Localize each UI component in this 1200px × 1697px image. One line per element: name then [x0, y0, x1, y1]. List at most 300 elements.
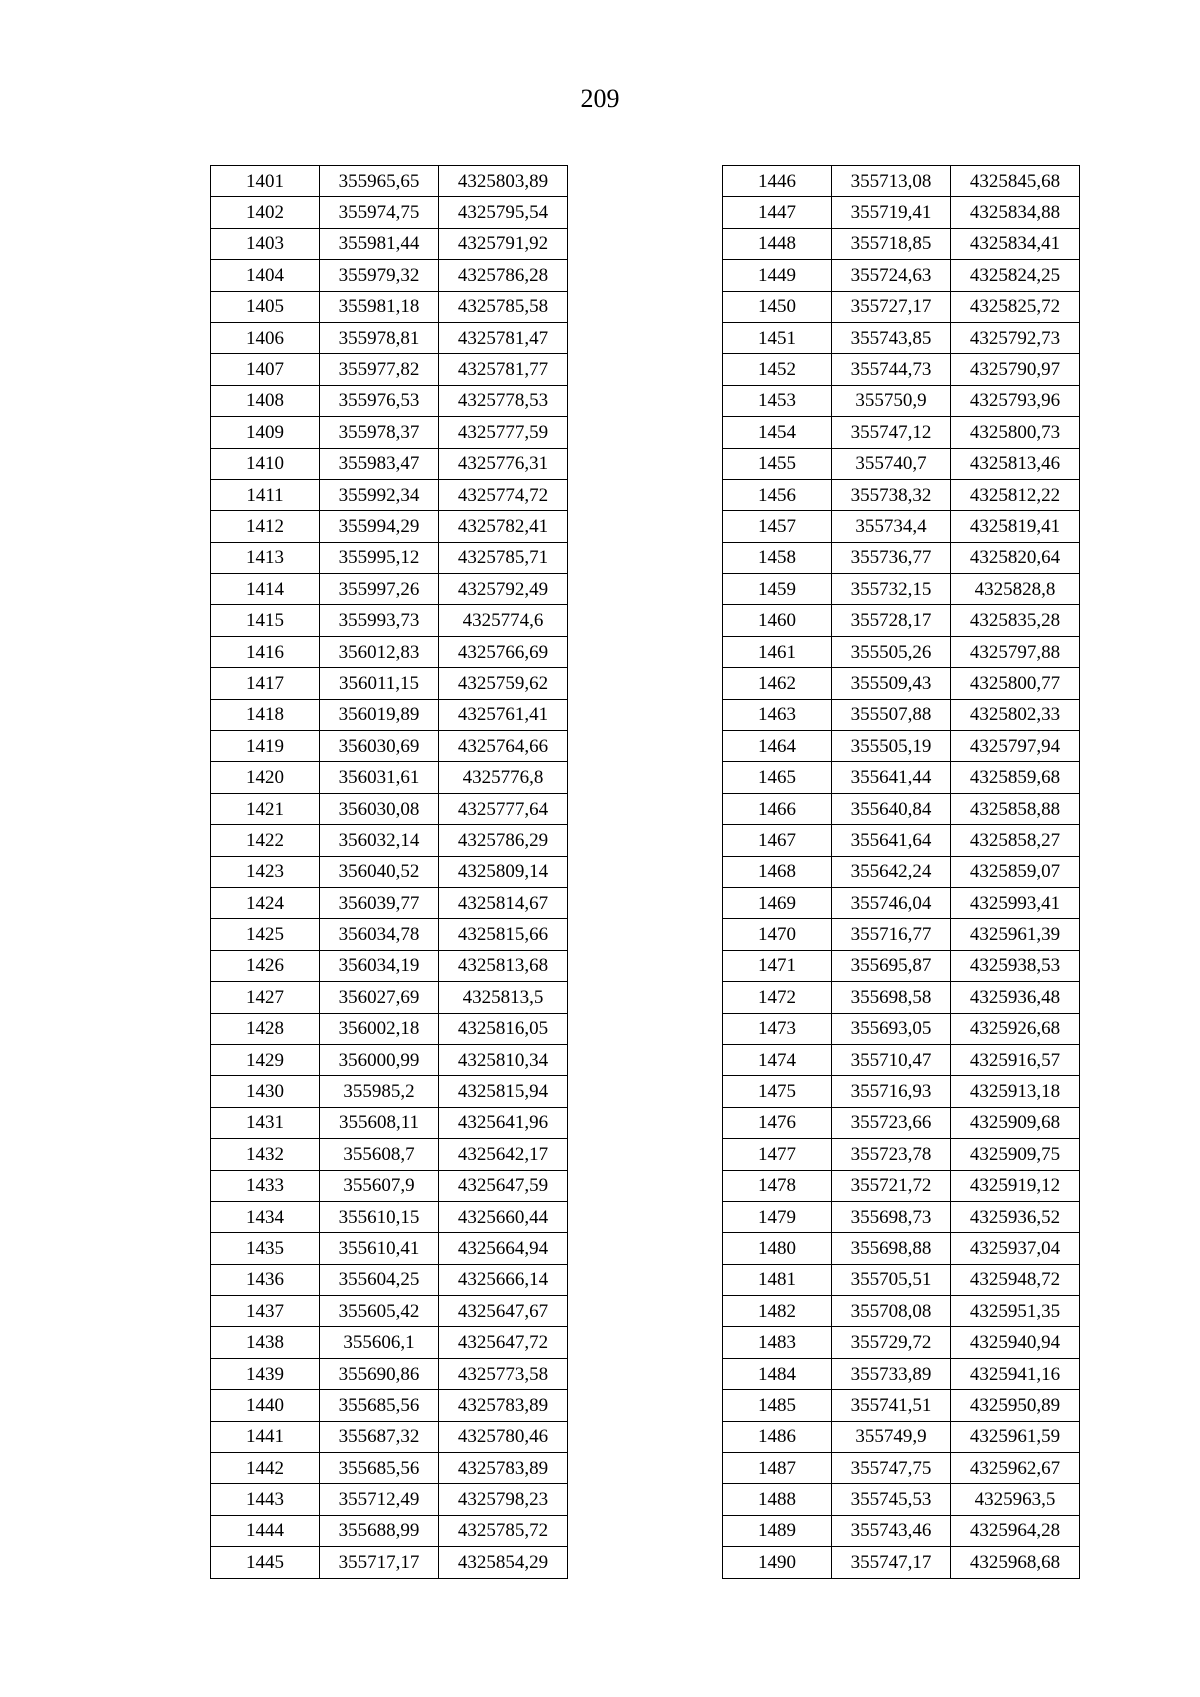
- y-coordinate-cell: 4325774,72: [439, 479, 568, 510]
- y-coordinate-cell: 4325785,71: [439, 542, 568, 573]
- y-coordinate-cell: 4325813,68: [439, 950, 568, 981]
- x-coordinate-cell: 355979,32: [320, 260, 439, 291]
- x-coordinate-cell: 355641,64: [832, 825, 951, 856]
- y-coordinate-cell: 4325666,14: [439, 1264, 568, 1295]
- table-row: [723, 322, 1080, 353]
- y-coordinate-cell: 4325936,48: [951, 982, 1080, 1013]
- table-row: [723, 1044, 1080, 1075]
- y-coordinate-cell: 4325647,67: [439, 1296, 568, 1327]
- point-number-cell: 1411: [211, 479, 320, 510]
- x-coordinate-cell: 355992,34: [320, 479, 439, 510]
- table-row: [211, 1390, 568, 1421]
- point-number-cell: 1434: [211, 1201, 320, 1232]
- x-coordinate-cell: 355608,7: [320, 1139, 439, 1170]
- table-row: [723, 919, 1080, 950]
- x-coordinate-cell: 355745,53: [832, 1484, 951, 1515]
- y-coordinate-cell: 4325919,12: [951, 1170, 1080, 1201]
- y-coordinate-cell: 4325664,94: [439, 1233, 568, 1264]
- coordinates-table-right: [722, 165, 1080, 1579]
- table-row: [723, 166, 1080, 197]
- y-coordinate-cell: 4325993,41: [951, 887, 1080, 918]
- y-coordinate-cell: 4325968,68: [951, 1547, 1080, 1578]
- x-coordinate-cell: 355743,85: [832, 322, 951, 353]
- table-row: [211, 982, 568, 1013]
- x-coordinate-cell: 355749,9: [832, 1421, 951, 1452]
- x-coordinate-cell: 355734,4: [832, 511, 951, 542]
- y-coordinate-cell: 4325777,59: [439, 417, 568, 448]
- y-coordinate-cell: 4325816,05: [439, 1013, 568, 1044]
- point-number-cell: 1463: [723, 699, 832, 730]
- table-row: [211, 1296, 568, 1327]
- y-coordinate-cell: 4325809,14: [439, 856, 568, 887]
- table-row: [211, 166, 568, 197]
- x-coordinate-cell: 355747,12: [832, 417, 951, 448]
- y-coordinate-cell: 4325797,88: [951, 636, 1080, 667]
- table-row: [723, 636, 1080, 667]
- table-row: [211, 260, 568, 291]
- x-coordinate-cell: 355605,42: [320, 1296, 439, 1327]
- table-row: [211, 511, 568, 542]
- table-row: [211, 417, 568, 448]
- point-number-cell: 1464: [723, 731, 832, 762]
- table-row: [211, 291, 568, 322]
- table-row: [211, 1421, 568, 1452]
- table-row: [723, 448, 1080, 479]
- x-coordinate-cell: 355981,44: [320, 228, 439, 259]
- table-row: [723, 1515, 1080, 1546]
- table-row: [723, 1421, 1080, 1452]
- y-coordinate-cell: 4325951,35: [951, 1296, 1080, 1327]
- x-coordinate-cell: 355729,72: [832, 1327, 951, 1358]
- point-number-cell: 1430: [211, 1076, 320, 1107]
- table-row: [723, 825, 1080, 856]
- x-coordinate-cell: 355732,15: [832, 574, 951, 605]
- y-coordinate-cell: 4325647,59: [439, 1170, 568, 1201]
- x-coordinate-cell: 355608,11: [320, 1107, 439, 1138]
- x-coordinate-cell: 355610,15: [320, 1201, 439, 1232]
- x-coordinate-cell: 356034,19: [320, 950, 439, 981]
- table-row: [211, 636, 568, 667]
- table-row: [211, 1076, 568, 1107]
- point-number-cell: 1460: [723, 605, 832, 636]
- point-number-cell: 1440: [211, 1390, 320, 1421]
- table-row: [211, 479, 568, 510]
- point-number-cell: 1421: [211, 793, 320, 824]
- table-row: [211, 1201, 568, 1232]
- y-coordinate-cell: 4325948,72: [951, 1264, 1080, 1295]
- y-coordinate-cell: 4325791,92: [439, 228, 568, 259]
- x-coordinate-cell: 356012,83: [320, 636, 439, 667]
- y-coordinate-cell: 4325909,75: [951, 1139, 1080, 1170]
- point-number-cell: 1436: [211, 1264, 320, 1295]
- point-number-cell: 1489: [723, 1515, 832, 1546]
- point-number-cell: 1484: [723, 1358, 832, 1389]
- point-number-cell: 1413: [211, 542, 320, 573]
- y-coordinate-cell: 4325810,34: [439, 1044, 568, 1075]
- x-coordinate-cell: 356011,15: [320, 668, 439, 699]
- x-coordinate-cell: 355993,73: [320, 605, 439, 636]
- x-coordinate-cell: 355607,9: [320, 1170, 439, 1201]
- point-number-cell: 1446: [723, 166, 832, 197]
- x-coordinate-cell: 356002,18: [320, 1013, 439, 1044]
- y-coordinate-cell: 4325824,25: [951, 260, 1080, 291]
- x-coordinate-cell: 356032,14: [320, 825, 439, 856]
- y-coordinate-cell: 4325813,46: [951, 448, 1080, 479]
- point-number-cell: 1418: [211, 699, 320, 730]
- table-row: [211, 542, 568, 573]
- y-coordinate-cell: 4325937,04: [951, 1233, 1080, 1264]
- point-number-cell: 1442: [211, 1453, 320, 1484]
- y-coordinate-cell: 4325962,67: [951, 1453, 1080, 1484]
- table-row: [723, 605, 1080, 636]
- point-number-cell: 1478: [723, 1170, 832, 1201]
- table-row: [211, 448, 568, 479]
- x-coordinate-cell: 355713,08: [832, 166, 951, 197]
- point-number-cell: 1414: [211, 574, 320, 605]
- x-coordinate-cell: 356031,61: [320, 762, 439, 793]
- table-row: [723, 668, 1080, 699]
- y-coordinate-cell: 4325814,67: [439, 887, 568, 918]
- table-row: [211, 668, 568, 699]
- x-coordinate-cell: 355741,51: [832, 1390, 951, 1421]
- point-number-cell: 1485: [723, 1390, 832, 1421]
- table-row: [723, 1484, 1080, 1515]
- table-row: [723, 417, 1080, 448]
- point-number-cell: 1439: [211, 1358, 320, 1389]
- x-coordinate-cell: 355976,53: [320, 385, 439, 416]
- y-coordinate-cell: 4325940,94: [951, 1327, 1080, 1358]
- x-coordinate-cell: 356039,77: [320, 887, 439, 918]
- coordinates-table-left: [210, 165, 568, 1579]
- point-number-cell: 1466: [723, 793, 832, 824]
- point-number-cell: 1480: [723, 1233, 832, 1264]
- point-number-cell: 1431: [211, 1107, 320, 1138]
- table-row: [723, 1327, 1080, 1358]
- x-coordinate-cell: 355698,58: [832, 982, 951, 1013]
- table-row: [211, 1547, 568, 1578]
- y-coordinate-cell: 4325938,53: [951, 950, 1080, 981]
- x-coordinate-cell: 355695,87: [832, 950, 951, 981]
- table-row: [211, 228, 568, 259]
- x-coordinate-cell: 355727,17: [832, 291, 951, 322]
- y-coordinate-cell: 4325773,58: [439, 1358, 568, 1389]
- y-coordinate-cell: 4325803,89: [439, 166, 568, 197]
- table-body: [211, 166, 568, 1579]
- x-coordinate-cell: 355693,05: [832, 1013, 951, 1044]
- y-coordinate-cell: 4325783,89: [439, 1453, 568, 1484]
- point-number-cell: 1425: [211, 919, 320, 950]
- x-coordinate-cell: 355606,1: [320, 1327, 439, 1358]
- y-coordinate-cell: 4325786,28: [439, 260, 568, 291]
- x-coordinate-cell: 355642,24: [832, 856, 951, 887]
- x-coordinate-cell: 355685,56: [320, 1390, 439, 1421]
- y-coordinate-cell: 4325819,41: [951, 511, 1080, 542]
- point-number-cell: 1412: [211, 511, 320, 542]
- x-coordinate-cell: 355698,73: [832, 1201, 951, 1232]
- point-number-cell: 1474: [723, 1044, 832, 1075]
- point-number-cell: 1402: [211, 197, 320, 228]
- y-coordinate-cell: 4325647,72: [439, 1327, 568, 1358]
- x-coordinate-cell: 355728,17: [832, 605, 951, 636]
- point-number-cell: 1472: [723, 982, 832, 1013]
- point-number-cell: 1456: [723, 479, 832, 510]
- point-number-cell: 1461: [723, 636, 832, 667]
- y-coordinate-cell: 4325759,62: [439, 668, 568, 699]
- point-number-cell: 1406: [211, 322, 320, 353]
- y-coordinate-cell: 4325820,64: [951, 542, 1080, 573]
- x-coordinate-cell: 356000,99: [320, 1044, 439, 1075]
- x-coordinate-cell: 355687,32: [320, 1421, 439, 1452]
- point-number-cell: 1475: [723, 1076, 832, 1107]
- x-coordinate-cell: 355717,17: [320, 1547, 439, 1578]
- y-coordinate-cell: 4325641,96: [439, 1107, 568, 1138]
- x-coordinate-cell: 355688,99: [320, 1515, 439, 1546]
- point-number-cell: 1459: [723, 574, 832, 605]
- x-coordinate-cell: 355733,89: [832, 1358, 951, 1389]
- x-coordinate-cell: 355965,65: [320, 166, 439, 197]
- point-number-cell: 1428: [211, 1013, 320, 1044]
- point-number-cell: 1447: [723, 197, 832, 228]
- y-coordinate-cell: 4325761,41: [439, 699, 568, 730]
- table-row: [723, 511, 1080, 542]
- point-number-cell: 1441: [211, 1421, 320, 1452]
- table-row: [723, 1453, 1080, 1484]
- table-row: [723, 887, 1080, 918]
- y-coordinate-cell: 4325783,89: [439, 1390, 568, 1421]
- point-number-cell: 1424: [211, 887, 320, 918]
- table-row: [723, 1201, 1080, 1232]
- point-number-cell: 1473: [723, 1013, 832, 1044]
- point-number-cell: 1483: [723, 1327, 832, 1358]
- table-row: [723, 793, 1080, 824]
- table-row: [723, 950, 1080, 981]
- table-row: [211, 1139, 568, 1170]
- y-coordinate-cell: 4325913,18: [951, 1076, 1080, 1107]
- point-number-cell: 1444: [211, 1515, 320, 1546]
- x-coordinate-cell: 355698,88: [832, 1233, 951, 1264]
- table-row: [723, 574, 1080, 605]
- x-coordinate-cell: 355740,7: [832, 448, 951, 479]
- x-coordinate-cell: 355747,75: [832, 1453, 951, 1484]
- y-coordinate-cell: 4325797,94: [951, 731, 1080, 762]
- y-coordinate-cell: 4325792,73: [951, 322, 1080, 353]
- point-number-cell: 1469: [723, 887, 832, 918]
- y-coordinate-cell: 4325800,77: [951, 668, 1080, 699]
- point-number-cell: 1486: [723, 1421, 832, 1452]
- table-row: [723, 1296, 1080, 1327]
- table-row: [211, 385, 568, 416]
- table-row: [723, 1170, 1080, 1201]
- y-coordinate-cell: 4325834,41: [951, 228, 1080, 259]
- table-row: [211, 1515, 568, 1546]
- point-number-cell: 1427: [211, 982, 320, 1013]
- table-row: [723, 354, 1080, 385]
- table-row: [211, 1170, 568, 1201]
- x-coordinate-cell: 355978,37: [320, 417, 439, 448]
- x-coordinate-cell: 355509,43: [832, 668, 951, 699]
- table-row: [211, 731, 568, 762]
- point-number-cell: 1429: [211, 1044, 320, 1075]
- x-coordinate-cell: 355705,51: [832, 1264, 951, 1295]
- y-coordinate-cell: 4325845,68: [951, 166, 1080, 197]
- point-number-cell: 1404: [211, 260, 320, 291]
- point-number-cell: 1419: [211, 731, 320, 762]
- table-row: [723, 731, 1080, 762]
- point-number-cell: 1452: [723, 354, 832, 385]
- point-number-cell: 1422: [211, 825, 320, 856]
- point-number-cell: 1481: [723, 1264, 832, 1295]
- point-number-cell: 1401: [211, 166, 320, 197]
- point-number-cell: 1448: [723, 228, 832, 259]
- table-row: [723, 1013, 1080, 1044]
- table-row: [723, 542, 1080, 573]
- y-coordinate-cell: 4325936,52: [951, 1201, 1080, 1232]
- y-coordinate-cell: 4325859,68: [951, 762, 1080, 793]
- point-number-cell: 1482: [723, 1296, 832, 1327]
- x-coordinate-cell: 355710,47: [832, 1044, 951, 1075]
- y-coordinate-cell: 4325774,6: [439, 605, 568, 636]
- y-coordinate-cell: 4325813,5: [439, 982, 568, 1013]
- x-coordinate-cell: 356019,89: [320, 699, 439, 730]
- y-coordinate-cell: 4325909,68: [951, 1107, 1080, 1138]
- table-row: [211, 1453, 568, 1484]
- table-row: [723, 1076, 1080, 1107]
- x-coordinate-cell: 355983,47: [320, 448, 439, 479]
- y-coordinate-cell: 4325834,88: [951, 197, 1080, 228]
- x-coordinate-cell: 355995,12: [320, 542, 439, 573]
- x-coordinate-cell: 355716,77: [832, 919, 951, 950]
- y-coordinate-cell: 4325963,5: [951, 1484, 1080, 1515]
- page-number: 209: [580, 84, 620, 113]
- table-row: [211, 762, 568, 793]
- y-coordinate-cell: 4325798,23: [439, 1484, 568, 1515]
- point-number-cell: 1405: [211, 291, 320, 322]
- y-coordinate-cell: 4325815,66: [439, 919, 568, 950]
- table-row: [211, 887, 568, 918]
- table-row: [211, 197, 568, 228]
- point-number-cell: 1490: [723, 1547, 832, 1578]
- x-coordinate-cell: 355978,81: [320, 322, 439, 353]
- x-coordinate-cell: 356034,78: [320, 919, 439, 950]
- x-coordinate-cell: 355738,32: [832, 479, 951, 510]
- x-coordinate-cell: 355505,19: [832, 731, 951, 762]
- point-number-cell: 1462: [723, 668, 832, 699]
- x-coordinate-cell: 355708,08: [832, 1296, 951, 1327]
- y-coordinate-cell: 4325785,72: [439, 1515, 568, 1546]
- table-row: [723, 856, 1080, 887]
- x-coordinate-cell: 355723,66: [832, 1107, 951, 1138]
- table-row: [723, 982, 1080, 1013]
- y-coordinate-cell: 4325812,22: [951, 479, 1080, 510]
- x-coordinate-cell: 355750,9: [832, 385, 951, 416]
- x-coordinate-cell: 355724,63: [832, 260, 951, 291]
- point-number-cell: 1479: [723, 1201, 832, 1232]
- x-coordinate-cell: 355719,41: [832, 197, 951, 228]
- point-number-cell: 1435: [211, 1233, 320, 1264]
- x-coordinate-cell: 355505,26: [832, 636, 951, 667]
- point-number-cell: 1415: [211, 605, 320, 636]
- x-coordinate-cell: 355743,46: [832, 1515, 951, 1546]
- table-row: [211, 1264, 568, 1295]
- point-number-cell: 1457: [723, 511, 832, 542]
- point-number-cell: 1433: [211, 1170, 320, 1201]
- x-coordinate-cell: 355610,41: [320, 1233, 439, 1264]
- x-coordinate-cell: 355981,18: [320, 291, 439, 322]
- y-coordinate-cell: 4325858,88: [951, 793, 1080, 824]
- point-number-cell: 1453: [723, 385, 832, 416]
- x-coordinate-cell: 355604,25: [320, 1264, 439, 1295]
- table-row: [723, 291, 1080, 322]
- x-coordinate-cell: 355997,26: [320, 574, 439, 605]
- x-coordinate-cell: 355746,04: [832, 887, 951, 918]
- table-row: [723, 1107, 1080, 1138]
- point-number-cell: 1468: [723, 856, 832, 887]
- table-row: [211, 950, 568, 981]
- point-number-cell: 1451: [723, 322, 832, 353]
- table-body: [723, 166, 1080, 1579]
- table-row: [723, 1139, 1080, 1170]
- point-number-cell: 1420: [211, 762, 320, 793]
- x-coordinate-cell: 356027,69: [320, 982, 439, 1013]
- y-coordinate-cell: 4325776,31: [439, 448, 568, 479]
- x-coordinate-cell: 355723,78: [832, 1139, 951, 1170]
- table-row: [211, 919, 568, 950]
- y-coordinate-cell: 4325828,8: [951, 574, 1080, 605]
- y-coordinate-cell: 4325854,29: [439, 1547, 568, 1578]
- table-row: [723, 1233, 1080, 1264]
- point-number-cell: 1409: [211, 417, 320, 448]
- point-number-cell: 1458: [723, 542, 832, 573]
- y-coordinate-cell: 4325642,17: [439, 1139, 568, 1170]
- point-number-cell: 1450: [723, 291, 832, 322]
- y-coordinate-cell: 4325802,33: [951, 699, 1080, 730]
- table-row: [211, 793, 568, 824]
- y-coordinate-cell: 4325764,66: [439, 731, 568, 762]
- point-number-cell: 1455: [723, 448, 832, 479]
- point-number-cell: 1426: [211, 950, 320, 981]
- point-number-cell: 1467: [723, 825, 832, 856]
- table-row: [211, 1484, 568, 1515]
- point-number-cell: 1445: [211, 1547, 320, 1578]
- table-row: [723, 1390, 1080, 1421]
- table-row: [211, 1107, 568, 1138]
- y-coordinate-cell: 4325778,53: [439, 385, 568, 416]
- y-coordinate-cell: 4325781,47: [439, 322, 568, 353]
- point-number-cell: 1454: [723, 417, 832, 448]
- table-row: [723, 260, 1080, 291]
- x-coordinate-cell: 355507,88: [832, 699, 951, 730]
- y-coordinate-cell: 4325781,77: [439, 354, 568, 385]
- table-row: [723, 479, 1080, 510]
- x-coordinate-cell: 355685,56: [320, 1453, 439, 1484]
- y-coordinate-cell: 4325776,8: [439, 762, 568, 793]
- table-row: [723, 1264, 1080, 1295]
- x-coordinate-cell: 355974,75: [320, 197, 439, 228]
- point-number-cell: 1408: [211, 385, 320, 416]
- y-coordinate-cell: 4325858,27: [951, 825, 1080, 856]
- y-coordinate-cell: 4325941,16: [951, 1358, 1080, 1389]
- x-coordinate-cell: 355716,93: [832, 1076, 951, 1107]
- y-coordinate-cell: 4325790,97: [951, 354, 1080, 385]
- table-row: [211, 1044, 568, 1075]
- table-row: [723, 385, 1080, 416]
- point-number-cell: 1477: [723, 1139, 832, 1170]
- table-row: [211, 322, 568, 353]
- point-number-cell: 1410: [211, 448, 320, 479]
- x-coordinate-cell: 356040,52: [320, 856, 439, 887]
- point-number-cell: 1423: [211, 856, 320, 887]
- x-coordinate-cell: 355721,72: [832, 1170, 951, 1201]
